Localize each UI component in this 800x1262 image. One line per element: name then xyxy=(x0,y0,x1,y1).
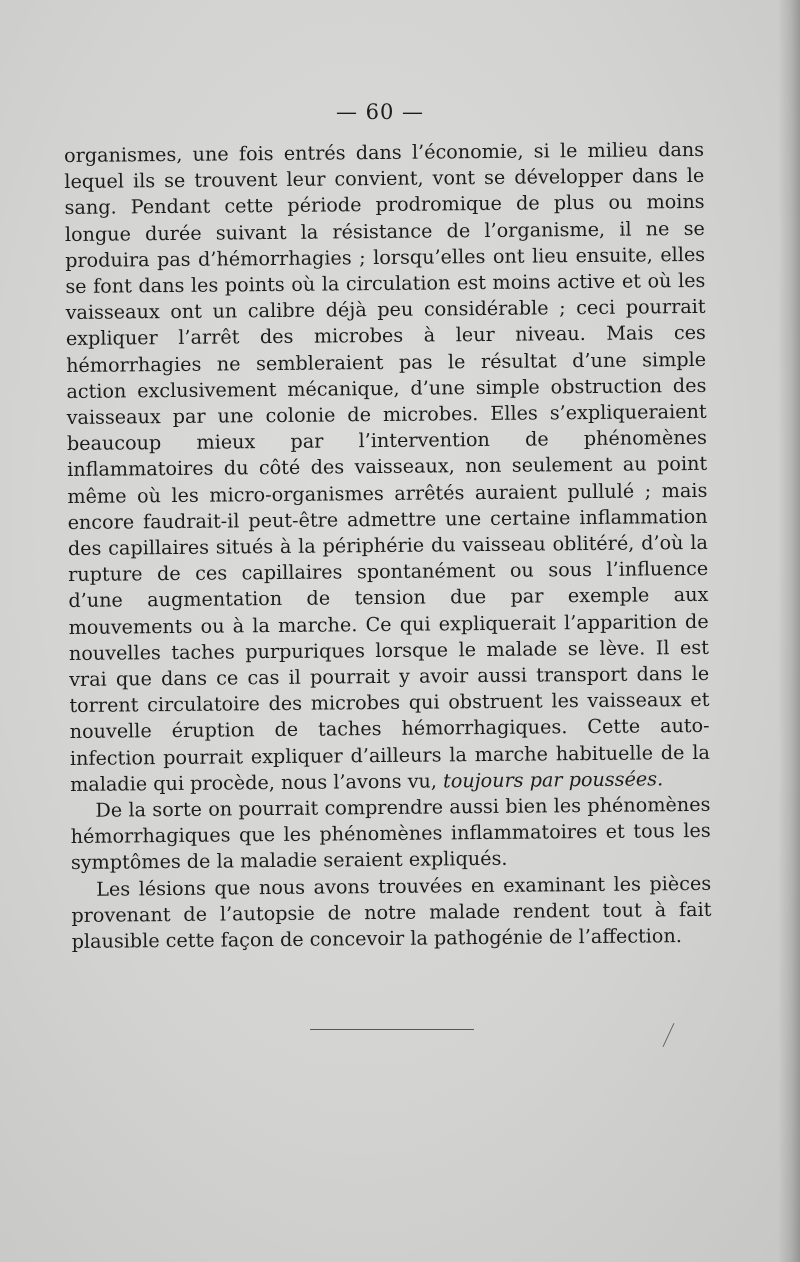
paragraph-1 xyxy=(64,137,710,798)
paragraph-3: Les lésions que nous avons trouvées en examinant les pièces provenant de l’autopsie de notre malade rendent tout à fait plausible cette façon de concevoir la pathogénie de l’affection. xyxy=(71,871,712,954)
paragraph-1-italic-phrase: toujours par poussées. xyxy=(442,767,664,793)
pencil-mark xyxy=(663,1023,675,1047)
body-text xyxy=(64,137,712,955)
end-rule xyxy=(310,1029,474,1030)
paragraph-2: De la sorte on pourrait comprendre aussi bien les phénomènes hémorrhagiques que les phénomènes inflammatoires et tous les symptômes de la maladie seraient expliqués. xyxy=(70,792,711,875)
paragraph-1-text: organismes, une fois entrés dans l’économie, si le milieu dans lequel ils se trouvent leur convient, vont se développer dans le sang. Pendant cette période prodromique de plus ou moins longue durée suivant la résistance de l’organisme, il ne se produira pas d’hémorrhagies ; lorsqu’elles ont lieu ensuite, elles se font dans les points où la circulation est moins active et où les vaisseaux ont un calibre déjà peu considérable ; ceci pourrait expliquer l’arrêt des microbes à leur niveau. Mais ces hémorrhagies ne sembleraient pas le résultat d’une simple action exclusivement mécanique, d’une simple obstruction des vaisseaux par une colonie de microbes. Elles s’expliqueraient beaucoup mieux par l’intervention de phénomènes inflammatoires du côté des vaisseaux, non seulement au point même où les micro-organismes arrêtés auraient pullulé ; mais encore faudrait-il peut-être admettre une certaine inflammation des capillaires situés à la périphérie du vaisseau oblitéré, d’où la rupture de ces capillaires spontanément ou sous l’influence d’une augmentation de tension due par exemple aux mouvements ou à la marche. Ce qui expliquerait l’apparition de nouvelles taches purpuriques lorsque le malade se lève. Il est vrai que dans ce cas il pourrait y avoir aussi transport dans le torrent circulatoire des microbes qui obstruent les vaisseaux et nouvelle éruption de taches hémorrhagiques. Cette auto-infection pourrait expliquer d’ailleurs la marche habituelle de la maladie qui procède, nous l’avons vu, xyxy=(64,137,710,796)
page-number: — 60 — xyxy=(335,100,425,124)
page-edge-shadow xyxy=(778,0,800,1262)
